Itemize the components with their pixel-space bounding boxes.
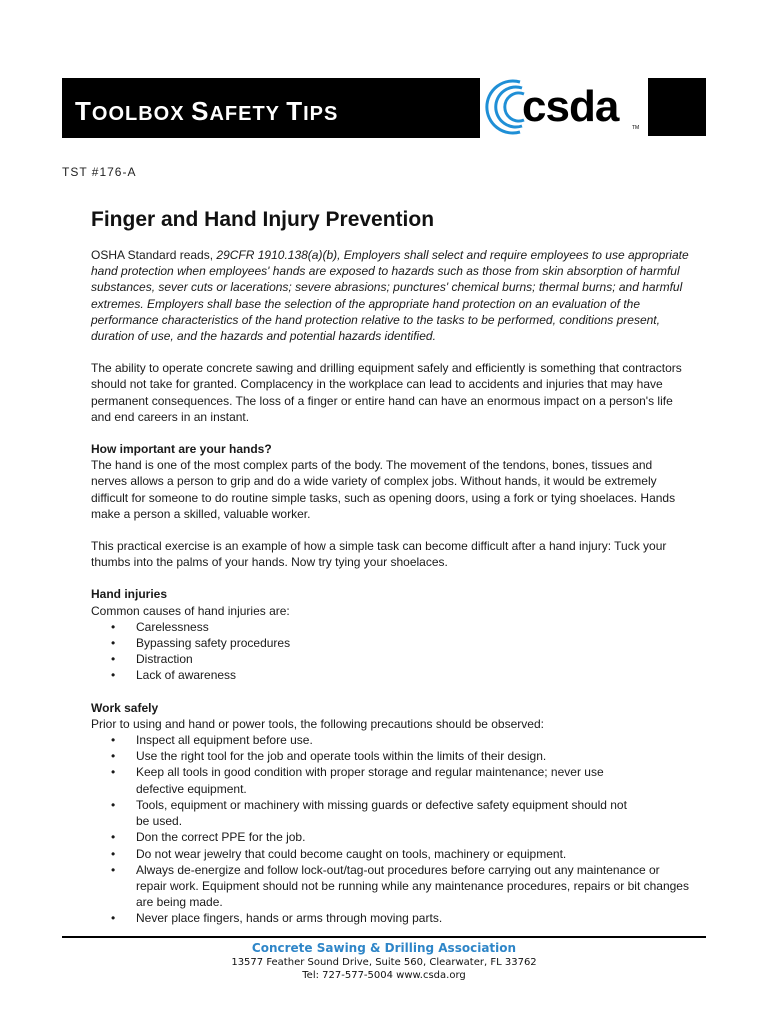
section-body-how-important: The hand is one of the most complex parts of the body. The movement of the tendons, bones, tissues and nerves allows a person to grip and do a wide variety of complex jobs. Without hands, it would be extremely difficult for someone to do routine simple tasks, such as opening doors, using a fork or tying shoelaces. Hands make a person a skilled, valuable worker. bbox=[91, 458, 676, 521]
footer-divider bbox=[62, 936, 706, 938]
list-item: • Distraction bbox=[136, 651, 691, 667]
banner-title-initial-t2: T bbox=[286, 96, 304, 126]
banner-title-part-1: OOLBOX bbox=[91, 103, 192, 125]
list-item: • Always de-energize and follow lock-out/tag-out procedures before carrying out any maintenance or repair work. Equipment should not be running while any maintenance procedures, repairs or bit changes are being made. bbox=[136, 862, 691, 911]
list-item: • Use the right tool for the job and operate tools within the limits of their design. bbox=[136, 748, 691, 764]
header-banner bbox=[62, 78, 480, 138]
list-item: • Inspect all equipment before use. bbox=[136, 732, 691, 748]
logo-trademark: TM bbox=[632, 125, 640, 131]
list-item: • Keep all tools in good condition with proper storage and regular maintenance; never use defective equipment. bbox=[136, 764, 691, 796]
intro-paragraph: The ability to operate concrete sawing and drilling equipment safely and efficiently is something that contractors should not take for granted. Complacency in the workplace can lead to accidents and injuries that may have permanent consequences. The loss of a finger or entire hand can have an enormous impact on a person's life and end careers in an instant. bbox=[91, 361, 682, 424]
footer-address: 13577 Feather Sound Drive, Suite 560, Clearwater, FL 33762 bbox=[231, 957, 537, 968]
osha-standard-text: 29CFR 1910.138(a)(b), Employers shall select and require employees to use appropriate hand protection when employees' hands are exposed to hazards such as those from skin absorption of harmful substances, sever cuts or lacerations; severe abrasions; punctures' chemical burns; thermal burns; and harmful extremes. Employers shall base the selection of the appropriate hand protection on an evaluation of the performance characteristics of the hand protection relative to the tasks to be performed, conditions present, duration of use, and the hazards and potential hazards identified. bbox=[91, 248, 689, 344]
footer-organization: Concrete Sawing & Drilling Association bbox=[251, 941, 517, 955]
list-item: • Lack of awareness bbox=[136, 667, 691, 683]
banner-title-initial-s: S bbox=[191, 96, 210, 126]
list-item: • Never place fingers, hands or arms through moving parts. bbox=[136, 910, 691, 926]
section-heading-work-safely: Work safely bbox=[91, 700, 159, 715]
logo-wordmark: csda bbox=[522, 82, 619, 131]
footer-contact: Tel: 727-577-5004 www.csda.org bbox=[302, 970, 466, 981]
list-item: • Do not wear jewelry that could become caught on tools, machinery or equipment. bbox=[136, 846, 691, 862]
section-how-important bbox=[91, 441, 691, 522]
document-code: TST #176-A bbox=[62, 165, 137, 179]
banner-title bbox=[75, 98, 338, 124]
section-heading-how-important: How important are your hands? bbox=[91, 442, 272, 457]
list-item: • Carelessness bbox=[136, 619, 691, 635]
csda-logo bbox=[482, 76, 642, 138]
banner-title-part-2: AFETY bbox=[209, 103, 287, 125]
section-work-safely bbox=[91, 700, 691, 927]
section-heading-hand-injuries: Hand injuries bbox=[91, 587, 168, 602]
header-corner-block bbox=[648, 78, 706, 136]
banner-title-initial-t: T bbox=[75, 96, 92, 126]
hand-injuries-intro: Common causes of hand injuries are: bbox=[91, 603, 290, 618]
osha-lead: OSHA Standard reads, bbox=[91, 248, 217, 262]
document-title: Finger and Hand Injury Prevention bbox=[91, 208, 435, 231]
csda-ring-logo-icon bbox=[487, 81, 524, 133]
banner-title-part-3: IPS bbox=[303, 103, 339, 125]
document-body bbox=[91, 205, 691, 943]
list-item: • Tools, equipment or machinery with missing guards or defective safety equipment should not be used. bbox=[136, 797, 691, 829]
exercise-paragraph: This practical exercise is an example of how a simple task can become difficult after a hand injury: Tuck your thumbs into the palms of your hands. Now try tying your shoelaces. bbox=[91, 539, 667, 570]
work-safely-intro: Prior to using and hand or power tools, the following precautions should be observed: bbox=[91, 716, 544, 731]
section-hand-injuries bbox=[91, 586, 691, 683]
footer bbox=[0, 941, 768, 982]
work-safely-list bbox=[91, 732, 691, 926]
osha-paragraph bbox=[91, 247, 691, 344]
list-item: • Bypassing safety procedures bbox=[136, 635, 691, 651]
list-item: • Don the correct PPE for the job. bbox=[136, 829, 691, 845]
hand-injuries-list bbox=[91, 619, 691, 684]
